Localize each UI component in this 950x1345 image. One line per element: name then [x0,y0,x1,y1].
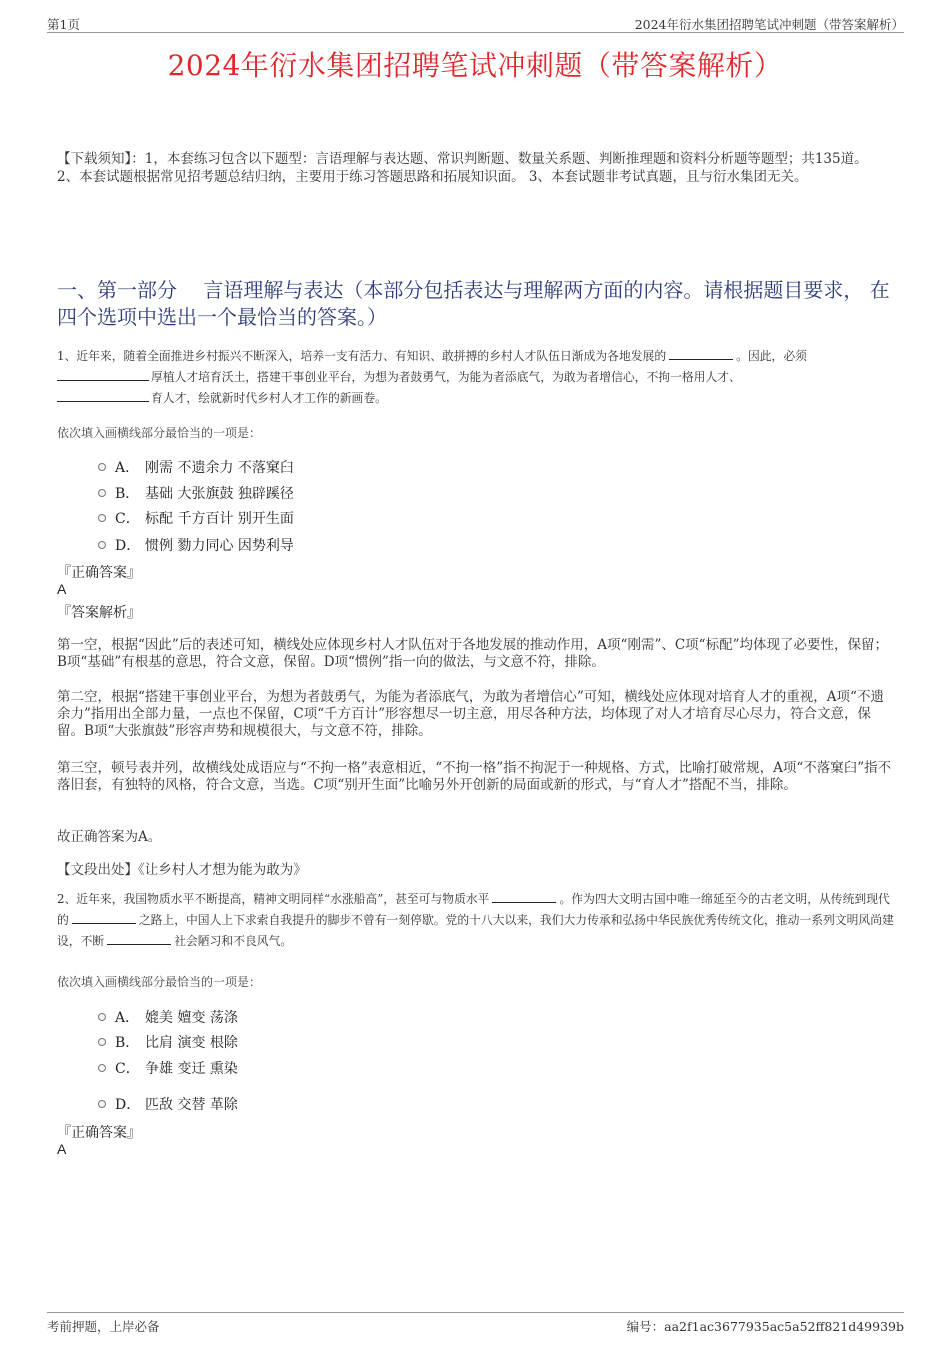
header-doc-title: 2024年衍水集团招聘笔试冲刺题（带答案解析） [634,17,904,32]
radio-icon[interactable] [98,1100,106,1108]
q1-source: 【文段出处】《让乡村人才想为能为敢为》 [57,862,307,878]
q2-blank-1 [492,890,556,903]
q1-answer: A [57,581,67,597]
page-number: 第1页 [47,17,80,32]
footer-slogan: 考前押题，上岸必备 [47,1319,160,1334]
radio-icon[interactable] [98,514,106,522]
q1-option-d[interactable]: D． 惯例 勠力同心 因势利导 [98,535,294,555]
q1-blank-3 [57,389,149,402]
radio-icon[interactable] [98,1038,106,1046]
radio-icon[interactable] [98,1013,106,1021]
q1-option-b[interactable]: B． 基础 大张旗鼓 独辟蹊径 [98,483,294,503]
q2-blank-2 [72,911,136,924]
q1-text-1: 1、近年来，随着全面推进乡村振兴不断深入，培养一支有活力、有知识、敢拼搏的乡村人才队伍日渐成为各地发展的 [57,349,667,363]
q2-prompt: 依次填入画横线部分最恰当的一项是： [57,975,262,989]
q1-prompt: 依次填入画横线部分最恰当的一项是： [57,426,262,440]
footer-doc-id: 编号：aa2f1ac3677935ac5a52ff821d49939b [626,1319,904,1334]
section-title: 一、第一部分 言语理解与表达（本部分包括表达与理解两方面的内容。请根据题目要求， 在四个选项中选出一个最恰当的答案。） [57,278,890,329]
q1-option-a[interactable]: A． 刚需 不遗余力 不落窠臼 [98,457,294,477]
radio-icon[interactable] [98,489,106,497]
q1-analysis-2: 第二空，根据“搭建干事创业平台，为想为者鼓勇气，为能为者添底气，为敢为者增信心”可知，横线处应体现对培育人才的重视，A项“不遗余力”指用出全部力量，一点也不保留，C项“千方百计”形容想尽一切主意，用尽各种方法，均体现了对人才培育尽心尽力，符合文意，保留。B项“大张旗鼓”形容声势和规模很大，与文意不符，排除。 [57,689,884,739]
radio-icon[interactable] [98,1064,106,1072]
page-header [47,12,904,33]
q1-text-2: 。因此，必须 [736,349,807,363]
q2-answer-label: 『正确答案』 [57,1125,141,1141]
document-title: 2024年衍水集团招聘笔试冲刺题（带答案解析） [167,49,783,82]
question-1-stem [57,346,898,409]
download-notice: 【下载须知】：1，本套练习包含以下题型：言语理解与表达题、常识判断题、数量关系题、判断推理题和资料分析题等题型；共135道。 2、本套试题根据常见招考题总结归纳，主要用于练习答题思路和拓展知识面。 3、本套试题非考试真题，且与衍水集团无关。 [57,151,868,185]
q2-blank-3 [107,932,171,945]
radio-icon[interactable] [98,541,106,549]
question-2-stem [57,868,898,952]
q1-analysis-label: 『答案解析』 [57,605,141,621]
q2-text-3: 之路上，中国人上下求索自我提升的脚步不曾有一刻停歇。党的十八大以来，我们大力传承和弘扬中华民族优秀传统文化，推动一系列文明风尚建设，不断 [57,913,894,948]
q2-option-a[interactable]: A． 媲美 嬗变 荡涤 [98,1007,238,1027]
q1-analysis-4: 故正确答案为A。 [57,829,162,845]
q2-option-b[interactable]: B． 比肩 演变 根除 [98,1032,238,1052]
q1-text-3: 厚植人才培育沃土，搭建干事创业平台，为想为者鼓勇气，为能为者添底气，为敢为者增信心，不拘一格用人才、 [151,370,741,384]
q1-blank-2 [57,368,149,381]
q2-option-c[interactable]: C． 争雄 变迁 熏染 [98,1058,238,1078]
q2-text-2: 。作为四大文明古国中唯一绵延至今的古老文明，从传统到现代的 [57,892,890,927]
page-footer [47,1312,904,1337]
q1-analysis-1: 第一空，根据“因此”后的表述可知，横线处应体现乡村人才队伍对于各地发展的推动作用，A项“刚需”、C项“标配”均体现了必要性，保留；B项“基础”有根基的意思，符合文意，保留。D项“惯例”指一向的做法，与文意不符，排除。 [57,637,888,670]
q2-answer: A [57,1141,67,1157]
q2-text-4: 社会陋习和不良风气。 [174,934,293,948]
q1-answer-label: 『正确答案』 [57,565,141,581]
q1-option-c[interactable]: C． 标配 千方百计 别开生面 [98,508,294,528]
q1-analysis-3: 第三空，顿号表并列，故横线处成语应与“不拘一格”表意相近，“不拘一格”指不拘泥于一种规格、方式，比喻打破常规，A项“不落窠臼”指不落旧套，有独特的风格，符合文意，当选。C项“别开生面”比喻另外开创新的局面或新的形式，与“育人才”搭配不当，排除。 [57,760,892,793]
radio-icon[interactable] [98,463,106,471]
q1-text-4: 育人才，绘就新时代乡村人才工作的新画卷。 [151,391,387,405]
q1-blank-1 [669,347,733,360]
q2-option-d[interactable]: D． 匹敌 交替 革除 [98,1094,238,1114]
q2-text-1: 2、近年来，我国物质水平不断提高，精神文明同样“水涨船高”，甚至可与物质水平 [57,892,490,906]
